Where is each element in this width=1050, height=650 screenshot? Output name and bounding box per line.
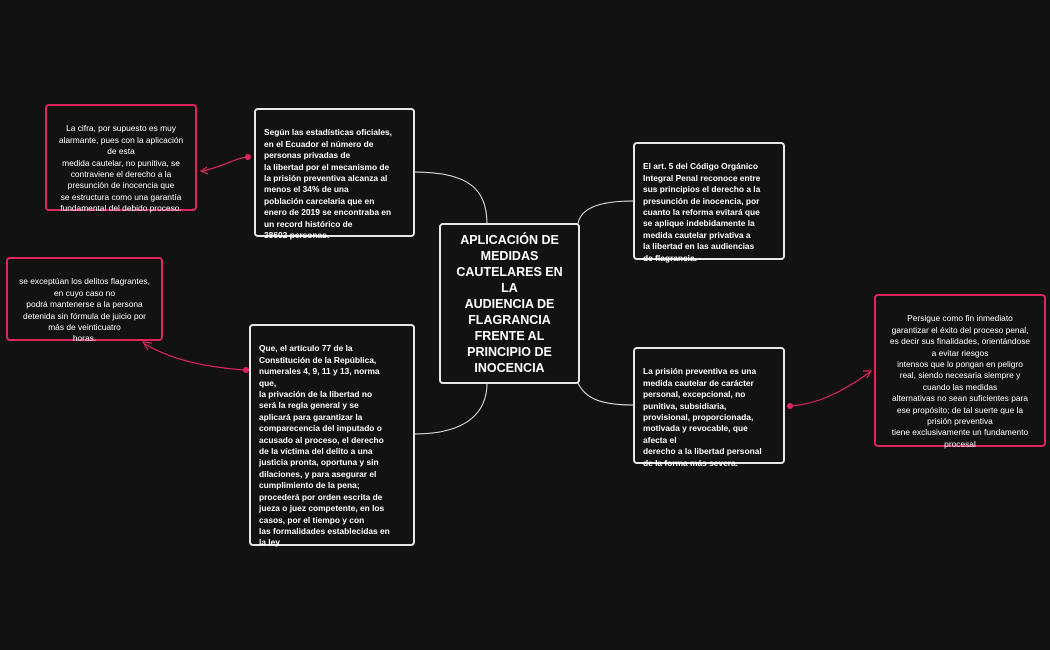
connector-center-articulo77 (414, 383, 487, 434)
node-estadisticas-text: Según las estadísticas oficiales, en el Ecuador el número de personas privadas de la libertad por el mecanismo de la prisión preventiva alcanza al menos el 34% de una población carcelaria que en enero de 2019 se encontraba en un record histórico de 38602 personas. (264, 127, 393, 241)
node-persigue[interactable] (874, 294, 1046, 447)
node-prision[interactable] (633, 347, 785, 468)
node-flagrantes[interactable] (6, 257, 163, 344)
arrow-origin-dot (787, 403, 793, 409)
node-persigue-text: Persigue como fin inmediato garantizar el éxito del proceso penal, es decir sus finalidades, orientándose a evitar riesgos intensos que lo pongan en peligro real, siendo necesaria siempre y cuando las medidas alternativas no sean suficientes para ese propósito; de tal suerte que la prisión preventiva tiene exclusivamente un fundamento procesal (889, 313, 1031, 449)
connector-center-articulo5 (578, 201, 633, 224)
arrow-origin-dot (245, 154, 251, 160)
node-articulo5[interactable] (633, 142, 785, 263)
arrow-prision-persigue (790, 372, 870, 406)
node-articulo77-text: Que, el artículo 77 de la Constitución de la República, numerales 4, 9, 11 y 13, norma que, la privación de la libertad no será la regla general y se aplicará para garantizar la comparecencia del imputado o acusado al proceso, el derecho de la víctima del delito a una justicia pronta, oportuna y sin dilaciones, y para asegurar el cumplimiento de la pena; procederá por orden escrita de jueza o juez competente, en los casos, por el tiempo y con las formalidades establecidas en la ley (259, 343, 390, 548)
node-cifra-text: La cifra, por supuesto es muy alarmante, pues con la aplicación de esta medida cautelar, no punitiva, se contraviene el derecho a la presunción de inocencia que se estructura como una garantía fundamental del debido proceso. (58, 123, 184, 214)
node-cifra[interactable] (45, 104, 197, 214)
arrow-articulo77-flagrantes (145, 344, 246, 370)
central-topic-node[interactable] (439, 223, 580, 384)
node-flagrantes-text: se exceptúan los delitos flagrantes, en cuyo caso no podrá mantenerse a la persona detenida sin fórmula de juicio por más de veinticuatro horas. (19, 276, 150, 344)
connector-center-estadisticas (414, 172, 487, 224)
node-articulo5-text: El art. 5 del Código Orgánico Integral Penal reconoce entre sus principios el derecho a la presunción de inocencia, por cuanto la reforma evitará que se aplique indebidamente la medida cautelar privativa a la libertad en las audiencias de flagrancia. (643, 161, 761, 263)
connector-center-prision (578, 383, 633, 405)
node-prision-text: La prisión preventiva es una medida cautelar de carácter personal, excepcional, no punitiva, subsidiaria, provisional, proporcionada, motivada y revocable, que afecta el derecho a la libertad personal de la forma más severa. (643, 366, 762, 468)
node-articulo77[interactable] (249, 324, 415, 546)
node-estadisticas[interactable] (254, 108, 415, 241)
central-topic-text: APLICACIÓN DE MEDIDAS CAUTELARES EN LA AUDIENCIA DE FLAGRANCIA FRENTE AL PRINCIPIO DE INOCENCIA (456, 232, 563, 375)
arrow-estadisticas-cifra (203, 157, 248, 171)
